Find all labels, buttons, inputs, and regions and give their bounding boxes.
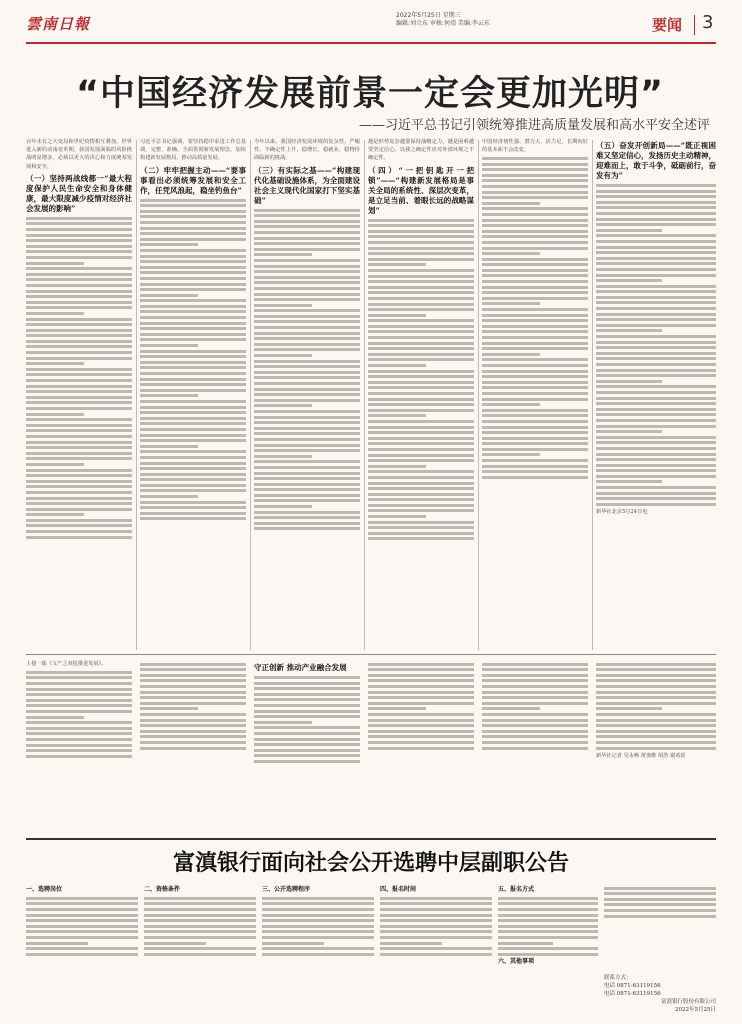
section-head-2: （二）牢牢把握主动——“要事事看出必须统筹发展和安全工作，任凭风浪起，稳坐钓鱼台”: [140, 165, 246, 195]
col4-filler: [368, 219, 474, 541]
lower-column-2: [140, 660, 246, 830]
section-head-3: （三）有实际之基——“构建现代化基础设施体系，为全面建设社会主义现代化国家打下坚实基础”: [254, 165, 360, 205]
section-head-1: （一）坚持两战线都一“最大程度保护人民生命安全和身体健康，最大限度减少疫情对经济社会发展的影响”: [26, 173, 132, 213]
article-column-4: [368, 138, 474, 650]
ad1-filler: [26, 897, 138, 956]
lower-text: 上接一版《文产之双报推进发展》。: [26, 661, 107, 667]
ad3-filler: [262, 897, 374, 956]
article-column-2: [140, 138, 246, 650]
col1-text: 百年未有之大变局和世纪疫情相互叠加，世界进入新的动荡变革期。我国发展面临的风险挑战明显增多，必须以更大的决心和力度统筹发展和安全。: [26, 139, 132, 170]
contact-label: 联系方式：: [604, 975, 632, 981]
lower-column-6: [596, 660, 716, 830]
lower2-filler: [140, 663, 246, 750]
lower1-filler: [26, 671, 132, 758]
column-divider: [136, 140, 137, 650]
lower-column-4: [368, 660, 474, 830]
issue-date: 2022年5月25日 星期三: [396, 12, 461, 19]
col5-filler: [482, 157, 588, 479]
column-divider: [364, 140, 365, 650]
page-number-divider: [694, 15, 695, 35]
column-divider: [250, 140, 251, 650]
ad-column-6: [604, 884, 716, 974]
lower6-filler: [596, 663, 716, 750]
ad-column-1: [26, 884, 138, 1012]
subheadline: ——习近平总书记引领统筹推进高质量发展和高水平安全述评: [358, 118, 710, 133]
page-number: 3: [702, 12, 714, 33]
ad-signature: [604, 974, 716, 1014]
col3-text: 今年以来，我国经济发展环境的复杂性、严峻性、不确定性上升，稳增长、稳就业、稳物价面临新的挑战。: [254, 139, 360, 162]
ad2-filler: [144, 897, 256, 956]
ad-item-4: 四、报名时间: [380, 886, 417, 893]
article-column-1: [26, 138, 132, 650]
ad-column-5: [498, 884, 598, 1012]
col4-text: 越是形势复杂越要保持战略定力，越是困难越要坚定信心，以我之确定性应对外部环境之不确定性。: [368, 139, 474, 162]
ad-item-6: 六、其他事项: [498, 958, 535, 966]
ad-item-1: 一、选聘岗位: [26, 886, 63, 893]
col2-text: 习近平总书记强调，要坚持稳中求进工作总基调，完整、准确、全面贯彻新发展理念，加快构建新发展格局，推动高质量发展。: [140, 139, 246, 162]
contact-phone-1: 电话 0871-63119156: [604, 983, 661, 989]
ad6-filler: [604, 887, 716, 918]
company-name: 富滇银行股份有限公司: [660, 999, 716, 1005]
section-rule: [26, 654, 716, 655]
article-column-3: [254, 138, 360, 650]
issue-meta: [396, 12, 490, 28]
ad-column-4: [380, 884, 492, 1012]
lower-column-1: [26, 660, 132, 830]
dateline: 新华社北京5月24日电: [596, 509, 648, 516]
section-head-5: （五）奋发开创新局——“既正视困难又坚定信心，发扬历史主动精神，迎难而上，敢于斗争，砥砺前行，奋发有为”: [596, 141, 716, 180]
lower5-filler: [482, 663, 588, 750]
lower-column-3: [254, 660, 360, 830]
lower-section-title: 守正创新 推动产业融合发展: [254, 663, 347, 672]
ad5-filler: [498, 897, 598, 956]
contact-phone-2: 电话 0871-63119156: [604, 991, 661, 997]
lower-column-5: [482, 660, 588, 830]
lower3-filler: [254, 676, 360, 763]
article-column-5: [482, 138, 588, 650]
advertisement-title: 富滇银行面向社会公开选聘中层副职公告: [172, 851, 569, 876]
section-head-4: （四）“一把钥匙开一把锁”——“构建新发展格局是事关全局的系统性、深层次变革，是立足当前、着眼长远的战略谋划”: [368, 165, 474, 215]
column-divider: [478, 140, 479, 650]
col5-text: 中国经济韧性强、潜力大、活力足，长期向好的基本面不会改变。: [482, 139, 588, 154]
col3-filler: [254, 209, 360, 531]
newspaper-logo: 雲南日報: [26, 15, 91, 33]
ad-item-2: 二、资格条件: [144, 886, 181, 893]
ad4-filler: [380, 897, 492, 956]
lower4-filler: [368, 663, 474, 750]
ad-column-3: [262, 884, 374, 1012]
col1-filler: [26, 217, 132, 539]
byline: 新华社记者 吴永畅 黄奥维 胡浩 谢希瑶: [596, 753, 686, 760]
col2-filler: [140, 199, 246, 521]
section-label: 要闻: [652, 16, 683, 34]
ad-item-5: 五、报名方式: [498, 886, 535, 893]
ad-column-2: [144, 884, 256, 1012]
headline: “中国经济发展前景一定会更加光明”: [75, 74, 664, 114]
masthead: [26, 10, 716, 44]
column-divider: [592, 140, 593, 650]
article-column-6: [596, 138, 716, 650]
ad-item-3: 三、公开选聘程序: [262, 886, 311, 893]
ad-date: 2022年5月25日: [675, 1007, 716, 1013]
col6-filler: [596, 184, 716, 506]
issue-editors: 编辑:刘立东 审核:何靖 美编:李云东: [396, 20, 490, 27]
